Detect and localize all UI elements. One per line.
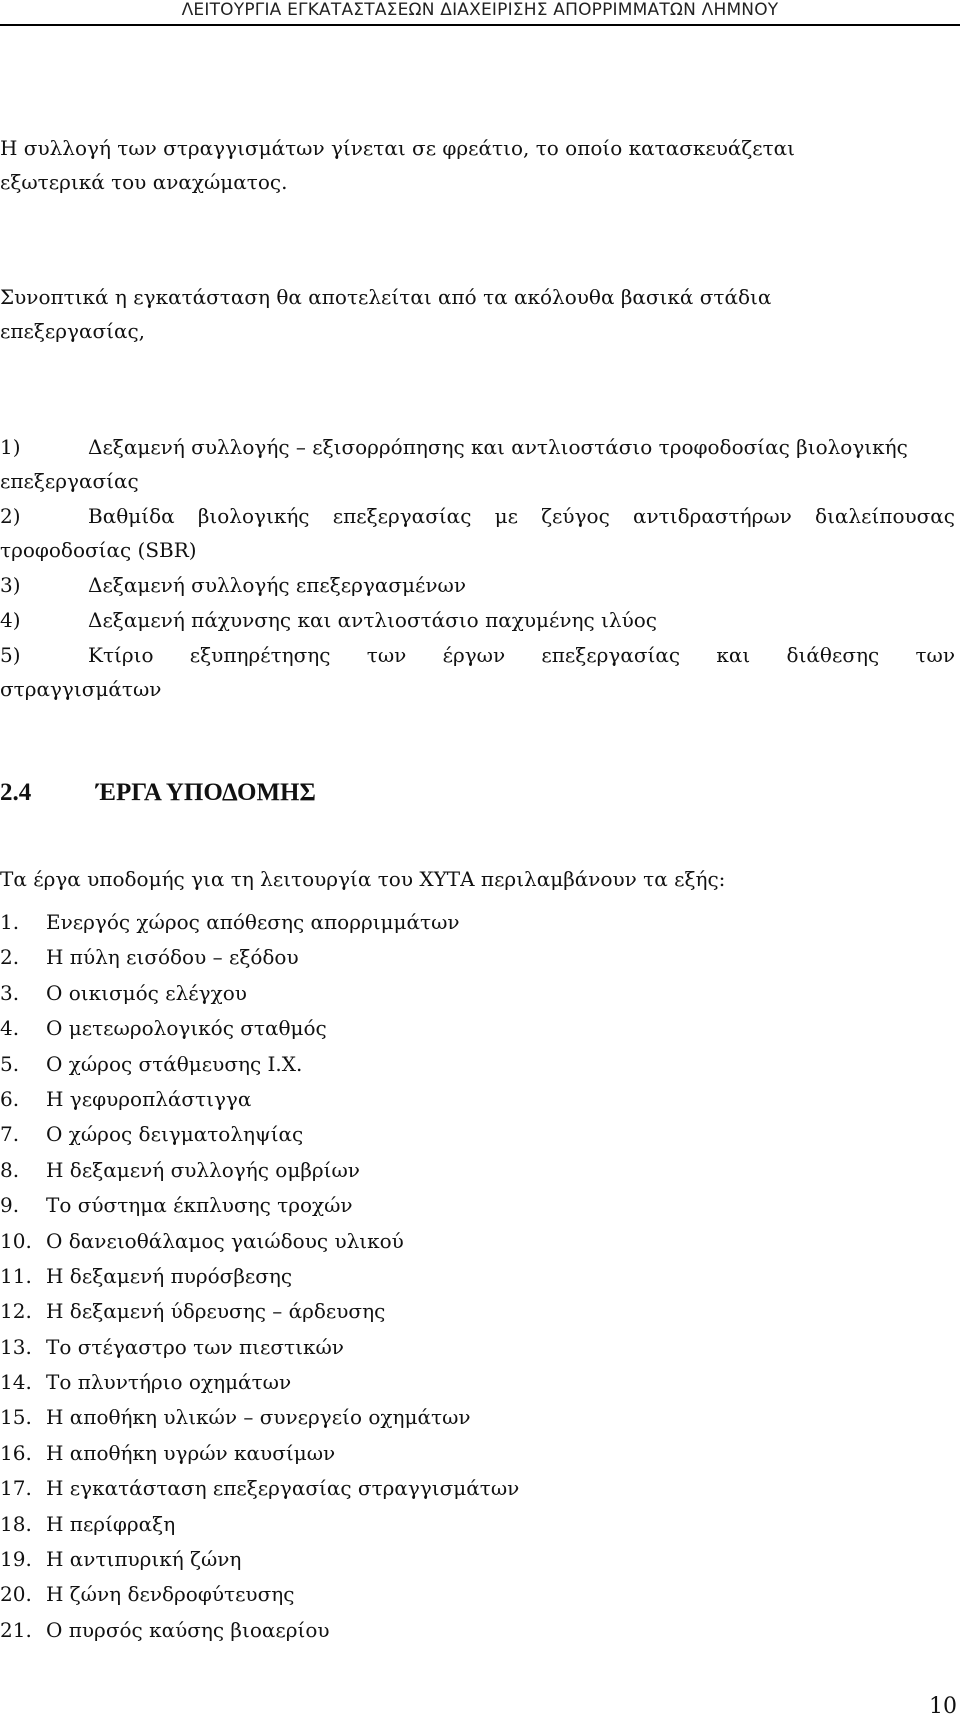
list-text: Η δεξαμενή συλλογής ομβρίων — [46, 1157, 360, 1182]
paragraph-summary-line-1: Συνοπτικά η εγκατάσταση θα αποτελείται από τα ακόλουθα βασικά στάδια — [0, 285, 772, 309]
list-number: 2. — [0, 945, 20, 970]
paragraph-summary-line-2: επεξεργασίας, — [0, 319, 146, 343]
list-number: 19. — [0, 1547, 32, 1572]
stage-text: Βαθμίδα βιολογικής επεξεργασίας με ζεύγος αντιδραστήρων διαλείπουσας — [88, 504, 955, 528]
list-text: Η εγκατάσταση επεξεργασίας στραγγισμάτων — [46, 1476, 520, 1501]
list-text: Η ζώνη δενδροφύτευσης — [46, 1582, 295, 1607]
list-item — [0, 1330, 519, 1365]
list-text: Ενεργός χώρος απόθεσης απορριμμάτων — [46, 910, 460, 934]
list-number: 15. — [0, 1405, 32, 1430]
section-title: ΈΡΓΑ ΥΠΟΔΟΜΗΣ — [96, 779, 316, 806]
list-text: Ο δανειοθάλαμος γαιώδους υλικού — [46, 1228, 404, 1253]
list-text: Η αποθήκη υγρών καυσίμων — [46, 1440, 336, 1465]
list-number: 8. — [0, 1157, 20, 1182]
list-text: Το στέγαστρο των πιεστικών — [46, 1334, 344, 1359]
list-number: 14. — [0, 1370, 32, 1395]
list-text: Η αντιπυρική ζώνη — [46, 1547, 242, 1572]
stage-item — [0, 638, 955, 672]
stage-text: τροφοδοσίας (SBR) — [0, 538, 197, 562]
list-item — [0, 1117, 519, 1152]
stage-text: στραγγισμάτων — [0, 677, 162, 701]
list-item — [0, 1507, 519, 1542]
list-number: 11. — [0, 1263, 32, 1288]
list-text: Η πύλη εισόδου – εξόδου — [46, 945, 299, 970]
paragraph-leachate-line-1: Η συλλογή των στραγγισμάτων γίνεται σε φρεάτιο, το οποίο κατασκευάζεται — [0, 136, 795, 160]
list-item — [0, 1047, 519, 1082]
stage-item — [0, 603, 955, 637]
list-item — [0, 1259, 519, 1294]
list-number: 18. — [0, 1511, 32, 1536]
list-item — [0, 1188, 519, 1223]
stage-item — [0, 568, 955, 602]
list-number: 10. — [0, 1228, 32, 1253]
list-item — [0, 1082, 519, 1117]
list-item — [0, 1577, 519, 1612]
list-text: Η δεξαμενή ύδρευσης – άρδευσης — [46, 1299, 386, 1324]
list-number: 12. — [0, 1299, 32, 1324]
stage-number: 5) — [0, 643, 21, 667]
list-text: Η περίφραξη — [46, 1511, 176, 1536]
paragraph-leachate-line-2: εξωτερικά του αναχώματος. — [0, 170, 288, 194]
list-number: 6. — [0, 1086, 20, 1111]
header-divider — [0, 24, 960, 26]
section-heading — [0, 778, 316, 808]
list-number: 21. — [0, 1617, 32, 1642]
page-number: 10 — [929, 1694, 957, 1719]
list-number: 7. — [0, 1122, 20, 1147]
list-item — [0, 976, 519, 1011]
stage-text: επεξεργασίας — [0, 469, 139, 493]
stage-item — [0, 430, 955, 464]
list-text: Ο οικισμός ελέγχου — [46, 980, 247, 1005]
list-number: 5. — [0, 1051, 20, 1076]
list-item — [0, 940, 519, 975]
page-header: ΛΕΙΤΟΥΡΓΙΑ ΕΓΚΑΤΑΣΤΑΣΕΩΝ ΔΙΑΧΕΙΡΙΣΗΣ ΑΠΟΡΡΙΜΜΑΤΩΝ ΛΗΜΝΟΥ — [181, 0, 779, 20]
list-item — [0, 1365, 519, 1400]
list-item — [0, 1542, 519, 1577]
list-number: 13. — [0, 1334, 32, 1359]
list-number: 1. — [0, 910, 20, 934]
list-item — [0, 1294, 519, 1329]
list-item — [0, 1436, 519, 1471]
list-text: Ο χώρος δειγματοληψίας — [46, 1122, 304, 1147]
list-text: Ο μετεωρολογικός σταθμός — [46, 1016, 327, 1041]
list-number: 17. — [0, 1476, 32, 1501]
list-number: 4. — [0, 1016, 20, 1041]
stage-text: Δεξαμενή πάχυνσης και αντλιοστάσιο παχυμένης ιλύος — [88, 608, 657, 632]
stage-number: 3) — [0, 573, 21, 597]
list-text: Το σύστημα έκπλυσης τροχών — [46, 1193, 353, 1218]
stage-item-continuation — [0, 533, 955, 567]
list-text: Το πλυντήριο οχημάτων — [46, 1370, 292, 1395]
stage-text: Δεξαμενή συλλογής επεξεργασμένων — [88, 573, 466, 597]
section-number: 2.4 — [0, 779, 32, 806]
stage-item — [0, 499, 955, 533]
list-number: 16. — [0, 1440, 32, 1465]
list-item — [0, 1471, 519, 1506]
section-intro: Τα έργα υποδομής για τη λειτουργία του ΧΥΤΑ περιλαμβάνουν τα εξής: — [0, 867, 726, 891]
list-item — [0, 1224, 519, 1259]
list-item — [0, 905, 519, 940]
stage-text: Δεξαμενή συλλογής – εξισορρόπησης και αντλιοστάσιο τροφοδοσίας βιολογικής — [88, 435, 908, 459]
stage-number: 1) — [0, 435, 21, 459]
list-text: Η αποθήκη υλικών – συνεργείο οχημάτων — [46, 1405, 471, 1430]
list-number: 3. — [0, 980, 20, 1005]
infrastructure-list — [0, 905, 519, 1648]
list-number: 9. — [0, 1193, 20, 1218]
list-number: 20. — [0, 1582, 32, 1607]
list-text: Η δεξαμενή πυρόσβεσης — [46, 1263, 293, 1288]
list-item — [0, 1613, 519, 1648]
stage-text: Κτίριο εξυπηρέτησης των έργων επεξεργασίας και διάθεσης των — [88, 643, 955, 667]
stage-number: 4) — [0, 608, 21, 632]
stage-item-continuation — [0, 672, 955, 706]
list-item — [0, 1400, 519, 1435]
list-item — [0, 1011, 519, 1046]
list-item — [0, 1153, 519, 1188]
list-text: Ο χώρος στάθμευσης Ι.Χ. — [46, 1051, 303, 1076]
list-text: Η γεφυροπλάστιγγα — [46, 1086, 252, 1111]
list-text: Ο πυρσός καύσης βιοαερίου — [46, 1617, 330, 1642]
stage-number: 2) — [0, 504, 21, 528]
stage-item-continuation — [0, 464, 955, 498]
